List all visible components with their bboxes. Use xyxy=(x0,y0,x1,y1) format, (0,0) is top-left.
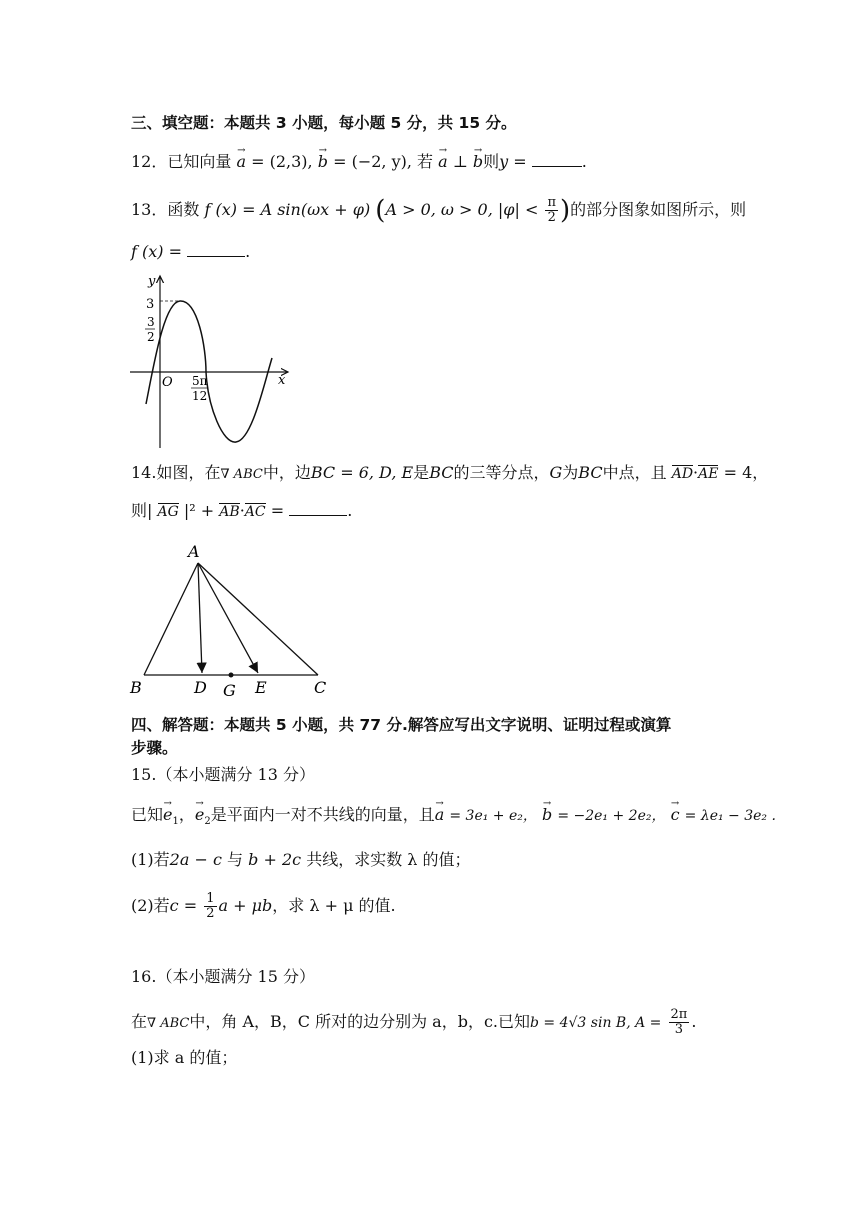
vector-a: → a xyxy=(438,151,448,173)
point-g: G xyxy=(549,463,563,482)
fraction-numerator: 2π xyxy=(670,1007,688,1022)
math-text: y = xyxy=(499,152,527,171)
math-text: ⊥ xyxy=(452,152,468,171)
question-number: 14. xyxy=(131,463,157,482)
y-max-label: 3 xyxy=(146,297,155,312)
question-number: 13． xyxy=(131,200,168,219)
sine-graph xyxy=(128,268,300,450)
segment-bc: BC xyxy=(429,463,454,482)
vector-a: → a xyxy=(236,151,246,173)
point-g-dot xyxy=(229,673,234,678)
question-15-title: 15.（本小题满分 13 分） xyxy=(131,765,315,784)
answer-blank[interactable] xyxy=(532,152,582,167)
x-axis-label: x xyxy=(278,373,286,388)
point-g-label: G xyxy=(223,681,236,700)
question-13 xyxy=(131,196,746,225)
condition-expression: BC = 6, D, E xyxy=(310,463,414,482)
triangle-symbol: ∇ ABC xyxy=(147,1016,190,1031)
math-text: = 4 xyxy=(723,463,753,482)
vector-c: → c xyxy=(671,804,680,826)
question-16-title: 16.（本小题满分 15 分） xyxy=(131,967,315,986)
question-14: 14.如图，在∇ ABC中，边BC = 6, D, E是BC的三等分点，G为BC中点，且 AD·AE = 4， xyxy=(131,463,769,482)
origin-label: O xyxy=(162,375,173,390)
vector-ag: AG xyxy=(157,504,179,520)
vertex-c-label: C xyxy=(314,678,327,697)
side-ab xyxy=(144,563,198,675)
vector-b: → b xyxy=(542,804,552,826)
point-e-label: E xyxy=(255,678,267,697)
side-ac xyxy=(198,563,318,675)
y-axis-label: y xyxy=(148,274,156,289)
punctuation: . xyxy=(245,242,251,261)
vector-c-definition: = λe₁ − 3e₂ . xyxy=(684,808,776,824)
math-text: = (−2, y), 若 xyxy=(333,152,434,171)
math-expression: b + 2c xyxy=(248,850,302,869)
question-text: 是平面内一对不共线的向量，且 xyxy=(210,805,435,824)
condition-expression: b = 4√3 sin B, A = xyxy=(530,1015,662,1031)
paren-open: ( xyxy=(375,195,386,226)
question-text: 已知 xyxy=(131,805,164,824)
punctuation: . xyxy=(347,501,353,520)
fraction-pi-over-2 xyxy=(545,196,558,225)
question-13-answer xyxy=(131,241,250,263)
vector-e2: → e xyxy=(195,804,204,826)
question-text: 则 xyxy=(483,152,500,171)
vector-ab: AB xyxy=(219,504,240,520)
vector-b: → b xyxy=(318,151,328,173)
section-heading-solutions: 四、解答题：本题共 5 小题，共 77 分.解答应写出文字说明、证明过程或演算 xyxy=(131,716,672,734)
vector-ad-arrow xyxy=(198,563,202,673)
punctuation: . xyxy=(581,152,587,171)
condition-expression: A > 0, ω > 0, |φ| < xyxy=(385,200,539,219)
point-d-label: D xyxy=(194,678,207,697)
y-frac-denominator: 2 xyxy=(147,330,155,344)
fraction-denominator: 2 xyxy=(547,210,556,225)
section-heading-fill-in: 三、填空题：本题共 3 小题，每小题 5 分，共 15 分。 xyxy=(131,114,517,132)
answer-blank[interactable] xyxy=(187,242,245,257)
triangle-figure xyxy=(126,540,338,700)
fraction-denominator: 3 xyxy=(674,1022,684,1037)
triangle-symbol: ∇ ABC xyxy=(220,467,263,482)
math-expression: a + μb xyxy=(218,896,273,915)
question-15-stem: 已知→ $e_1$，→ $e_2$是平面内一对不共线的向量，且→ a = 3e₁ + e₂， → b = −2e₁ + 2e₂， → c = λe₁ − 3e₂ . xyxy=(131,804,776,833)
question-text: 是 xyxy=(413,463,430,482)
question-text: 中，边 xyxy=(262,463,311,482)
x-frac-numerator: 5π xyxy=(192,374,208,388)
x-frac-denominator: 12 xyxy=(192,389,208,403)
question-16-stem xyxy=(131,1008,696,1037)
vector-ac: AC xyxy=(244,504,266,520)
paren-close: ) xyxy=(560,195,571,226)
punctuation: . xyxy=(691,1012,697,1031)
question-15-part2 xyxy=(131,892,396,921)
question-text: 已知向量 xyxy=(167,152,232,171)
math-expression: c = xyxy=(169,896,198,915)
part-label: (1)若 xyxy=(131,850,170,869)
vector-b-definition: = −2e₁ + 2e₂， xyxy=(557,808,666,824)
question-text: 共线，求实数 λ 的值； xyxy=(306,850,471,869)
question-text: 则 xyxy=(131,501,148,520)
question-text: 在 xyxy=(131,1012,148,1031)
question-16-part1: (1)求 a 的值； xyxy=(131,1048,238,1067)
vector-ae-arrow xyxy=(198,563,258,673)
question-text: 与 xyxy=(227,850,244,869)
section-heading-solutions-cont: 步骤。 xyxy=(131,739,178,757)
vector-ad: AD xyxy=(671,466,694,482)
question-text: 如图，在 xyxy=(156,463,221,482)
answer-blank[interactable] xyxy=(289,501,347,516)
vector-b: → b xyxy=(473,151,483,173)
fraction-numerator: π xyxy=(547,195,557,210)
math-text: |² + xyxy=(183,501,215,520)
question-text: 的部分图象如图所示，则 xyxy=(570,200,747,219)
question-text: 中点，且 xyxy=(602,463,667,482)
vertex-a-label: A xyxy=(188,542,200,561)
fraction-denominator: 2 xyxy=(206,906,215,921)
question-number: 12． xyxy=(131,152,168,171)
question-text: 为 xyxy=(562,463,579,482)
fraction-two-pi-over-3 xyxy=(669,1008,690,1037)
question-12 xyxy=(131,151,587,173)
math-text: = (2,3), xyxy=(251,152,313,171)
function-expression: f (x) = A sin(ωx + φ) xyxy=(204,200,371,219)
question-15-part1 xyxy=(131,849,471,871)
question-text: 函数 xyxy=(167,200,200,219)
question-text: ，求 λ + μ 的值. xyxy=(272,896,396,915)
math-text: f (x) = xyxy=(131,242,183,261)
vector-a: → a xyxy=(435,804,445,826)
y-frac-numerator: 3 xyxy=(147,315,155,329)
vertex-b-label: B xyxy=(130,678,142,697)
math-text: = xyxy=(270,501,285,520)
part-label: (2)若 xyxy=(131,896,170,915)
question-14-line2: 则| AG |² + AB·AC = . xyxy=(131,501,353,520)
vector-e1: → e xyxy=(163,804,172,826)
vector-ae: AE xyxy=(698,466,719,482)
punctuation: ， xyxy=(752,463,769,482)
question-text: 的三等分点， xyxy=(453,463,550,482)
vector-a-definition: = 3e₁ + e₂， xyxy=(449,808,537,824)
math-expression: 2a − c xyxy=(169,850,222,869)
fraction-numerator: 1 xyxy=(206,891,215,906)
fraction-one-half xyxy=(204,892,216,921)
question-text: 中，角 A，B，C 所对的边分别为 a，b，c.已知 xyxy=(189,1012,531,1031)
segment-bc: BC xyxy=(578,463,603,482)
